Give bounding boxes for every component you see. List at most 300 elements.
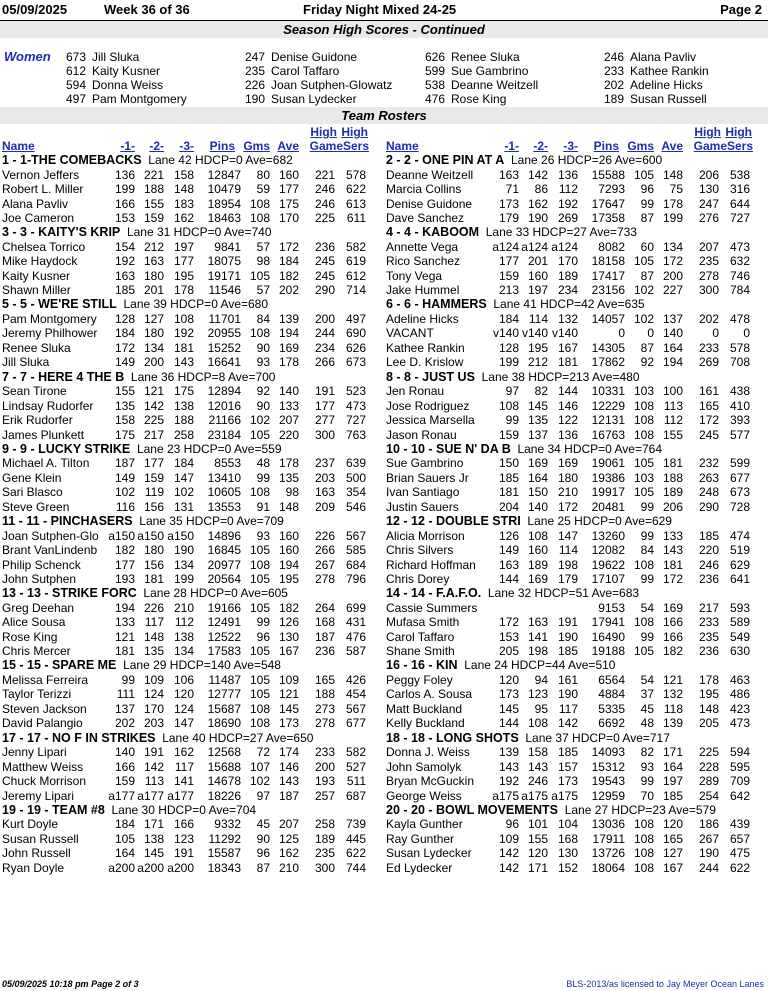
player-row — [0, 413, 384, 428]
player-gms: 72 — [256, 745, 270, 760]
player-hg: 165 — [314, 672, 335, 687]
player-g3: 177 — [173, 254, 194, 269]
player-g2: 203 — [143, 716, 164, 731]
player-g1: 193 — [114, 572, 135, 586]
player-row — [0, 716, 384, 731]
women-high-score-entry — [62, 64, 160, 78]
player-hg: 200 — [314, 311, 335, 326]
player-hs: 629 — [729, 557, 750, 572]
player-g3: 181 — [173, 340, 194, 355]
player-g1: 173 — [498, 196, 519, 211]
player-hs: 763 — [345, 427, 366, 442]
player-pins: 4884 — [598, 687, 625, 702]
player-name: Deanne Weitzell — [386, 167, 474, 182]
player-g3: 167 — [557, 340, 578, 355]
player-gms: 108 — [633, 427, 654, 442]
player-gms: 99 — [640, 629, 654, 644]
player-g1: 187 — [114, 456, 135, 471]
player-hg: 130 — [698, 182, 719, 196]
player-g2: 190 — [527, 211, 548, 225]
player-pins: 11292 — [208, 831, 241, 846]
player-name: Mike Haydock — [2, 254, 78, 269]
col-header-high-game-top: High — [310, 125, 337, 139]
player-hs: 796 — [345, 572, 366, 586]
player-gms: 108 — [633, 860, 654, 875]
player-g3: 141 — [173, 774, 194, 789]
player-row — [0, 789, 384, 804]
player-ave: 175 — [278, 196, 299, 211]
bowler-name: Donna Weiss — [92, 78, 164, 92]
player-pins: 12568 — [207, 745, 241, 760]
player-name: John Sutphen — [2, 572, 77, 586]
player-g3: 146 — [557, 398, 578, 413]
player-ave: 164 — [662, 759, 683, 774]
league-title: Friday Night Mixed 24-25 — [303, 2, 457, 17]
player-g2: 82 — [534, 384, 548, 399]
player-hs: 578 — [729, 340, 750, 355]
player-pins: 19166 — [207, 600, 241, 615]
player-pins: 19171 — [207, 268, 241, 283]
player-pins: 16763 — [591, 427, 625, 442]
player-gms: 102 — [249, 413, 270, 428]
player-gms: 90 — [256, 831, 270, 846]
player-g2: 201 — [143, 283, 164, 298]
report-date: 05/09/2025 — [2, 2, 68, 17]
player-hg: 246 — [314, 196, 335, 211]
player-g2: 221 — [143, 167, 164, 182]
player-g1: 204 — [498, 499, 519, 514]
player-hs: 593 — [729, 600, 750, 615]
player-g1: 111 — [116, 687, 135, 702]
player-hg: 258 — [314, 817, 335, 832]
team-name: 20 - 20 - BOWL MOVEMENTS — [386, 802, 559, 817]
player-g1: 108 — [498, 398, 519, 413]
team-header — [2, 225, 272, 240]
player-row — [0, 529, 384, 544]
player-g2: 171 — [527, 860, 548, 875]
player-pins: 14896 — [207, 528, 241, 543]
player-hs: 687 — [345, 788, 366, 803]
player-hs: 316 — [729, 182, 750, 196]
player-g3: 197 — [173, 239, 194, 254]
team-name: 13 - 13 - STRIKE FORC — [2, 586, 137, 601]
col-header-pins: Pins — [209, 139, 235, 153]
player-hg: 236 — [698, 644, 719, 659]
women-high-score-entry — [600, 92, 707, 106]
player-g3: 147 — [557, 528, 578, 543]
col-header-high-game: Game — [693, 139, 727, 153]
player-name: Steve Green — [2, 499, 70, 514]
player-pins: 14305 — [591, 340, 625, 355]
player-row — [384, 630, 768, 645]
player-g3: 192 — [173, 326, 194, 341]
player-g1: 172 — [114, 340, 135, 355]
team-lane-info: Lane 29 HDCP=140 Ave=548 — [123, 658, 281, 673]
bowler-name: Kathee Rankin — [630, 64, 709, 78]
player-g1: 97 — [505, 384, 519, 399]
player-pins: 15688 — [207, 759, 241, 774]
player-pins: 10479 — [207, 182, 241, 196]
player-ave: 181 — [662, 456, 683, 471]
player-hs: 622 — [345, 182, 366, 196]
team-header — [2, 442, 282, 457]
player-gms: 96 — [256, 629, 270, 644]
player-gms: 57 — [256, 239, 270, 254]
player-hs: 690 — [345, 326, 366, 341]
player-g2: 155 — [527, 831, 548, 846]
player-g3: 162 — [173, 211, 194, 225]
player-hs: 595 — [729, 759, 750, 774]
player-g3: 123 — [173, 831, 194, 846]
player-hg: 233 — [698, 615, 719, 630]
player-hg: 300 — [314, 427, 335, 442]
player-row — [0, 211, 384, 226]
player-name: Cassie Summers — [386, 600, 478, 615]
player-name: John Samolyk — [386, 759, 462, 774]
bowler-name: Pam Montgomery — [92, 92, 187, 106]
player-ave: 133 — [278, 398, 299, 413]
player-g3: 158 — [173, 167, 194, 182]
player-name: Joe Cameron — [2, 211, 75, 225]
player-pins: 12016 — [207, 398, 241, 413]
player-g3: 122 — [557, 413, 578, 428]
player-hs: 677 — [345, 716, 366, 731]
player-ave: 121 — [662, 672, 683, 687]
player-ave: 173 — [278, 716, 299, 731]
player-row — [384, 269, 768, 284]
col-header-pins: Pins — [593, 139, 619, 153]
player-hs: 622 — [345, 846, 366, 861]
player-g2: 155 — [143, 196, 164, 211]
player-ave: 140 — [662, 326, 683, 341]
player-row — [384, 471, 768, 486]
player-g1: 173 — [498, 687, 519, 702]
player-g3: 102 — [173, 485, 194, 500]
player-g3: a150 — [167, 528, 194, 543]
player-g2: 135 — [527, 413, 548, 428]
player-row — [384, 716, 768, 731]
player-gms: 105 — [249, 543, 270, 557]
player-g1: v140 — [492, 326, 519, 341]
player-g1: a124 — [492, 239, 519, 254]
player-row — [384, 789, 768, 804]
player-ave: 164 — [662, 340, 683, 355]
player-pins: 18158 — [591, 254, 625, 269]
player-g2: 137 — [527, 427, 548, 442]
player-ave: 202 — [278, 283, 299, 298]
team-lane-info: Lane 24 HDCP=44 Ave=510 — [464, 658, 616, 673]
team-name: 5 - 5 - WE'RE STILL — [2, 297, 117, 312]
player-g2: 169 — [527, 572, 548, 586]
player-g2: 117 — [144, 615, 164, 630]
player-g1: 105 — [114, 831, 135, 846]
player-pins: 15687 — [207, 701, 241, 716]
player-g1: 149 — [114, 355, 135, 370]
player-pins: 10331 — [591, 384, 625, 399]
player-g3: 191 — [557, 615, 578, 630]
player-hg: 246 — [698, 557, 719, 572]
player-hg: 247 — [698, 196, 719, 211]
player-gms: 105 — [249, 268, 270, 283]
player-row — [0, 832, 384, 847]
team-header — [386, 514, 672, 529]
team-header — [386, 803, 716, 818]
player-gms: 90 — [256, 398, 270, 413]
player-hg: 264 — [314, 600, 335, 615]
team-name: 14 - 14 - F.A.F.O. — [386, 586, 482, 601]
player-row — [384, 673, 768, 688]
team-header — [386, 586, 639, 601]
player-pins: 16641 — [207, 355, 241, 370]
player-pins: 17647 — [591, 196, 625, 211]
player-g3: 142 — [557, 716, 578, 731]
player-row — [0, 182, 384, 197]
player-g3: 258 — [173, 427, 194, 442]
player-gms: 103 — [633, 470, 654, 485]
player-hs: 639 — [345, 456, 366, 471]
player-g2: 142 — [527, 167, 548, 182]
player-g2: 114 — [528, 311, 548, 326]
player-g2: 159 — [143, 211, 164, 225]
player-row — [384, 572, 768, 587]
player-pins: 18954 — [207, 196, 241, 211]
player-pins: 13410 — [207, 470, 241, 485]
player-hg: 269 — [698, 355, 719, 370]
player-g1: 144 — [498, 716, 519, 731]
player-pins: 18075 — [207, 254, 241, 269]
player-name: Jessica Marsella — [386, 413, 475, 428]
player-hg: 244 — [698, 860, 719, 875]
player-ave: 146 — [278, 759, 299, 774]
player-hs: 594 — [729, 745, 750, 760]
player-g3: 185 — [557, 745, 578, 760]
player-gms: 108 — [633, 831, 654, 846]
player-gms: 97 — [256, 788, 270, 803]
player-hs: 527 — [345, 759, 366, 774]
player-g3: a175 — [551, 788, 578, 803]
player-ave: 130 — [278, 629, 299, 644]
player-g3: 199 — [173, 572, 194, 586]
player-ave: 169 — [278, 340, 299, 355]
player-gms: 105 — [633, 167, 654, 182]
player-name: Philip Schenck — [2, 557, 81, 572]
player-hg: 263 — [698, 470, 719, 485]
player-g3: 210 — [173, 600, 194, 615]
player-hg: 245 — [314, 268, 335, 283]
player-name: Taylor Terizzi — [2, 687, 72, 702]
player-hg: 233 — [698, 340, 719, 355]
player-hs: 577 — [729, 427, 750, 442]
team-name: 1 - 1-THE COMEBACKS — [2, 153, 142, 167]
team-lane-info: Lane 41 HDCP=42 Ave=635 — [493, 297, 645, 312]
player-hs: 585 — [345, 543, 366, 557]
team-name: 16 - 16 - KIN — [386, 658, 458, 673]
player-pins: 11701 — [208, 311, 241, 326]
player-ave: 170 — [278, 211, 299, 225]
player-hg: 190 — [698, 846, 719, 861]
player-gms: 87 — [640, 268, 654, 283]
player-hg: 234 — [314, 340, 335, 355]
player-hs: 473 — [345, 398, 366, 413]
player-name: Robert L. Miller — [2, 182, 84, 196]
player-g1: 166 — [114, 759, 135, 774]
player-g1: 184 — [498, 311, 519, 326]
player-g3: 169 — [557, 456, 578, 471]
player-g1: 164 — [114, 846, 135, 861]
player-hs: 354 — [345, 485, 366, 500]
player-hs: 549 — [729, 629, 750, 644]
player-hg: 300 — [314, 860, 335, 875]
player-pins: 14093 — [591, 745, 625, 760]
player-hg: 0 — [712, 326, 719, 341]
player-pins: 20955 — [207, 326, 241, 341]
player-gms: 96 — [640, 182, 654, 196]
player-g2: 217 — [143, 427, 164, 442]
player-pins: 5335 — [598, 701, 625, 716]
player-row — [0, 168, 384, 183]
player-ave: 75 — [669, 182, 683, 196]
player-pins: 12491 — [207, 615, 241, 630]
player-gms: 105 — [249, 672, 270, 687]
player-row — [0, 601, 384, 616]
player-name: Joan Sutphen-Glo — [2, 528, 99, 543]
player-g3: 179 — [557, 572, 578, 586]
player-g1: 159 — [498, 427, 519, 442]
player-hs: 699 — [345, 600, 366, 615]
player-hg: 185 — [698, 528, 719, 543]
player-g3: 161 — [557, 672, 578, 687]
women-high-score-entry — [421, 50, 520, 64]
player-g1: 155 — [114, 384, 135, 399]
player-gms: 98 — [256, 254, 270, 269]
col-header-average: Ave — [277, 139, 299, 153]
player-hg: 236 — [314, 239, 335, 254]
player-ave: 140 — [278, 384, 299, 399]
player-pins: 19622 — [591, 557, 625, 572]
player-name: Tony Vega — [386, 268, 443, 283]
player-ave: 197 — [662, 774, 683, 789]
player-g2: 108 — [527, 716, 548, 731]
player-g3: 114 — [558, 543, 578, 557]
week-label: Week 36 of 36 — [104, 2, 190, 17]
player-hg: 177 — [314, 398, 335, 413]
player-ave: 139 — [662, 716, 683, 731]
player-hs: 567 — [345, 528, 366, 543]
player-gms: 108 — [633, 398, 654, 413]
player-g2: 113 — [144, 774, 164, 789]
player-hg: 163 — [314, 485, 335, 500]
player-g1: a175 — [492, 788, 519, 803]
player-g2: 163 — [143, 254, 164, 269]
player-hg: 276 — [698, 211, 719, 225]
player-ave: 182 — [278, 600, 299, 615]
player-g3: 106 — [173, 672, 194, 687]
player-row — [384, 312, 768, 327]
player-g1: 135 — [114, 398, 135, 413]
player-ave: 178 — [278, 456, 299, 471]
player-g2: 94 — [534, 672, 548, 687]
player-row — [0, 630, 384, 645]
player-name: Alana Pavliv — [2, 196, 69, 211]
col-header-name: Name — [2, 139, 35, 153]
player-g1: 194 — [114, 600, 135, 615]
score-value: 235 — [244, 64, 265, 78]
player-hs: 714 — [345, 283, 366, 298]
player-name: Denise Guidone — [386, 196, 473, 211]
player-pins: 19188 — [591, 644, 625, 659]
player-gms: 108 — [249, 326, 270, 341]
player-pins: 15588 — [591, 167, 625, 182]
team-header — [386, 370, 640, 385]
player-name: Carlos A. Sousa — [386, 687, 473, 702]
player-g1: 159 — [498, 268, 519, 283]
player-g2: 195 — [527, 340, 548, 355]
player-g1: a150 — [108, 528, 135, 543]
women-high-score-entry — [241, 50, 357, 64]
player-hs: 476 — [345, 629, 366, 644]
player-g2: 142 — [143, 759, 164, 774]
player-pins: 20977 — [207, 557, 241, 572]
team-name: 3 - 3 - KAITY'S KRIP — [2, 225, 121, 240]
player-gms: 0 — [647, 326, 654, 341]
player-name: Sean Tirone — [2, 384, 67, 399]
player-hs: 644 — [729, 196, 750, 211]
player-hg: 267 — [698, 831, 719, 846]
player-pins: 9153 — [598, 600, 625, 615]
player-ave: 137 — [662, 311, 683, 326]
score-value: 190 — [244, 92, 265, 106]
bowler-name: Denise Guidone — [271, 50, 358, 64]
player-name: Shane Smith — [386, 644, 455, 659]
col-header-high-series: Sers — [726, 139, 753, 153]
player-g2: 201 — [527, 254, 548, 269]
player-hg: 225 — [698, 745, 719, 760]
col-header-games: Gms — [243, 139, 270, 153]
player-ave: 167 — [662, 860, 683, 875]
team-header — [386, 442, 662, 457]
score-value: 599 — [424, 64, 445, 78]
team-header — [386, 297, 645, 312]
player-ave: 133 — [662, 528, 683, 543]
player-ave: 184 — [278, 254, 299, 269]
player-row — [0, 687, 384, 702]
player-name: James Plunkett — [2, 427, 85, 442]
player-g2: 189 — [527, 557, 548, 572]
player-hs: 684 — [345, 557, 366, 572]
player-pins: 19061 — [591, 456, 625, 471]
player-g1: 102 — [114, 485, 135, 500]
player-g2: 188 — [143, 182, 164, 196]
player-row — [384, 182, 768, 197]
bowler-name: Renee Sluka — [451, 50, 520, 64]
player-pins: 14678 — [207, 774, 241, 789]
player-row — [384, 832, 768, 847]
player-name: VACANT — [386, 326, 434, 341]
player-hs: 497 — [345, 311, 366, 326]
player-ave: 139 — [278, 311, 299, 326]
team-lane-info: Lane 32 HDCP=51 Ave=683 — [487, 586, 640, 601]
player-g1: 185 — [114, 283, 135, 298]
player-hs: 0 — [743, 326, 750, 341]
team-name: 9 - 9 - LUCKY STRIKE — [2, 441, 131, 456]
player-pins: 21166 — [208, 413, 241, 428]
player-pins: 11487 — [208, 672, 241, 687]
player-name: Michael A. Tilton — [2, 456, 90, 471]
team-lane-info: Lane 31 HDCP=0 Ave=740 — [126, 225, 272, 240]
player-row — [0, 500, 384, 515]
player-g2: 142 — [143, 398, 164, 413]
player-name: Gene Klein — [2, 470, 62, 485]
